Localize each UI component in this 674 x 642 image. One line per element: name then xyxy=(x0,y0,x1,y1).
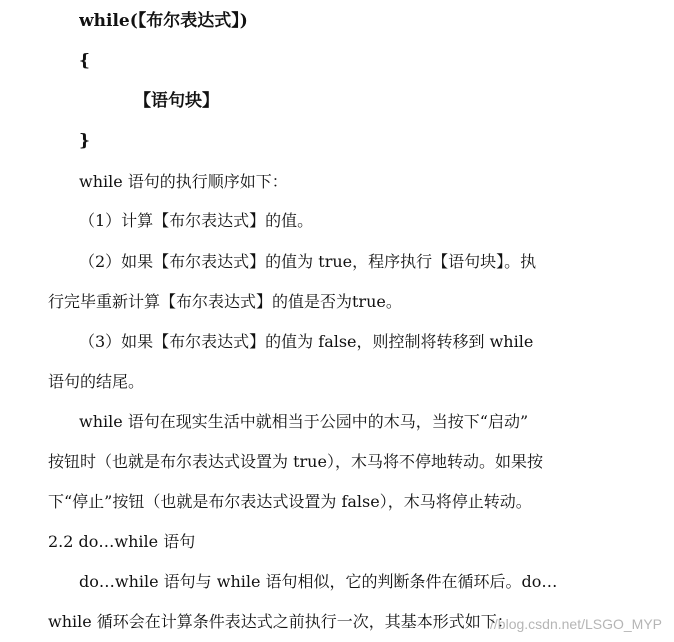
paragraph-step-2-line-1: （2）如果【布尔表达式】的值为 true，程序执行【语句块】。执 xyxy=(79,252,537,271)
code-while-header: while(【布尔表达式】) xyxy=(79,11,248,31)
paragraph-analogy-line-3: 下“停止”按钮（也就是布尔表达式设置为 false），木马将停止转动。 xyxy=(48,492,532,511)
paragraph-do-while-line-1: do…while 语句与 while 语句相似，它的判断条件在循环后。do… xyxy=(79,572,558,591)
paragraph-execution-order-intro: while 语句的执行顺序如下： xyxy=(79,172,288,191)
paragraph-step-1: （1）计算【布尔表达式】的值。 xyxy=(79,211,314,230)
paragraph-analogy-line-1: while 语句在现实生活中就相当于公园中的木马，当按下“启动” xyxy=(79,412,529,431)
paragraph-do-while-line-2: while 循环会在计算条件表达式之前执行一次，其基本形式如下： xyxy=(48,612,513,631)
paragraph-step-3-line-2: 语句的结尾。 xyxy=(48,372,145,391)
code-close-brace: } xyxy=(79,131,90,151)
code-statement-block: 【语句块】 xyxy=(134,91,219,111)
section-title: 2.2 do…while 语句 xyxy=(48,532,196,551)
paragraph-analogy-line-2: 按钮时（也就是布尔表达式设置为 true），木马将不停地转动。如果按 xyxy=(48,452,543,471)
paragraph-step-3-line-1: （3）如果【布尔表达式】的值为 false，则控制将转移到 while xyxy=(79,332,534,351)
code-open-brace: { xyxy=(79,51,90,71)
watermark: //blog.csdn.net/LSGO_MYP xyxy=(490,616,662,632)
paragraph-step-2-line-2: 行完毕重新计算【布尔表达式】的值是否为true。 xyxy=(48,292,402,311)
